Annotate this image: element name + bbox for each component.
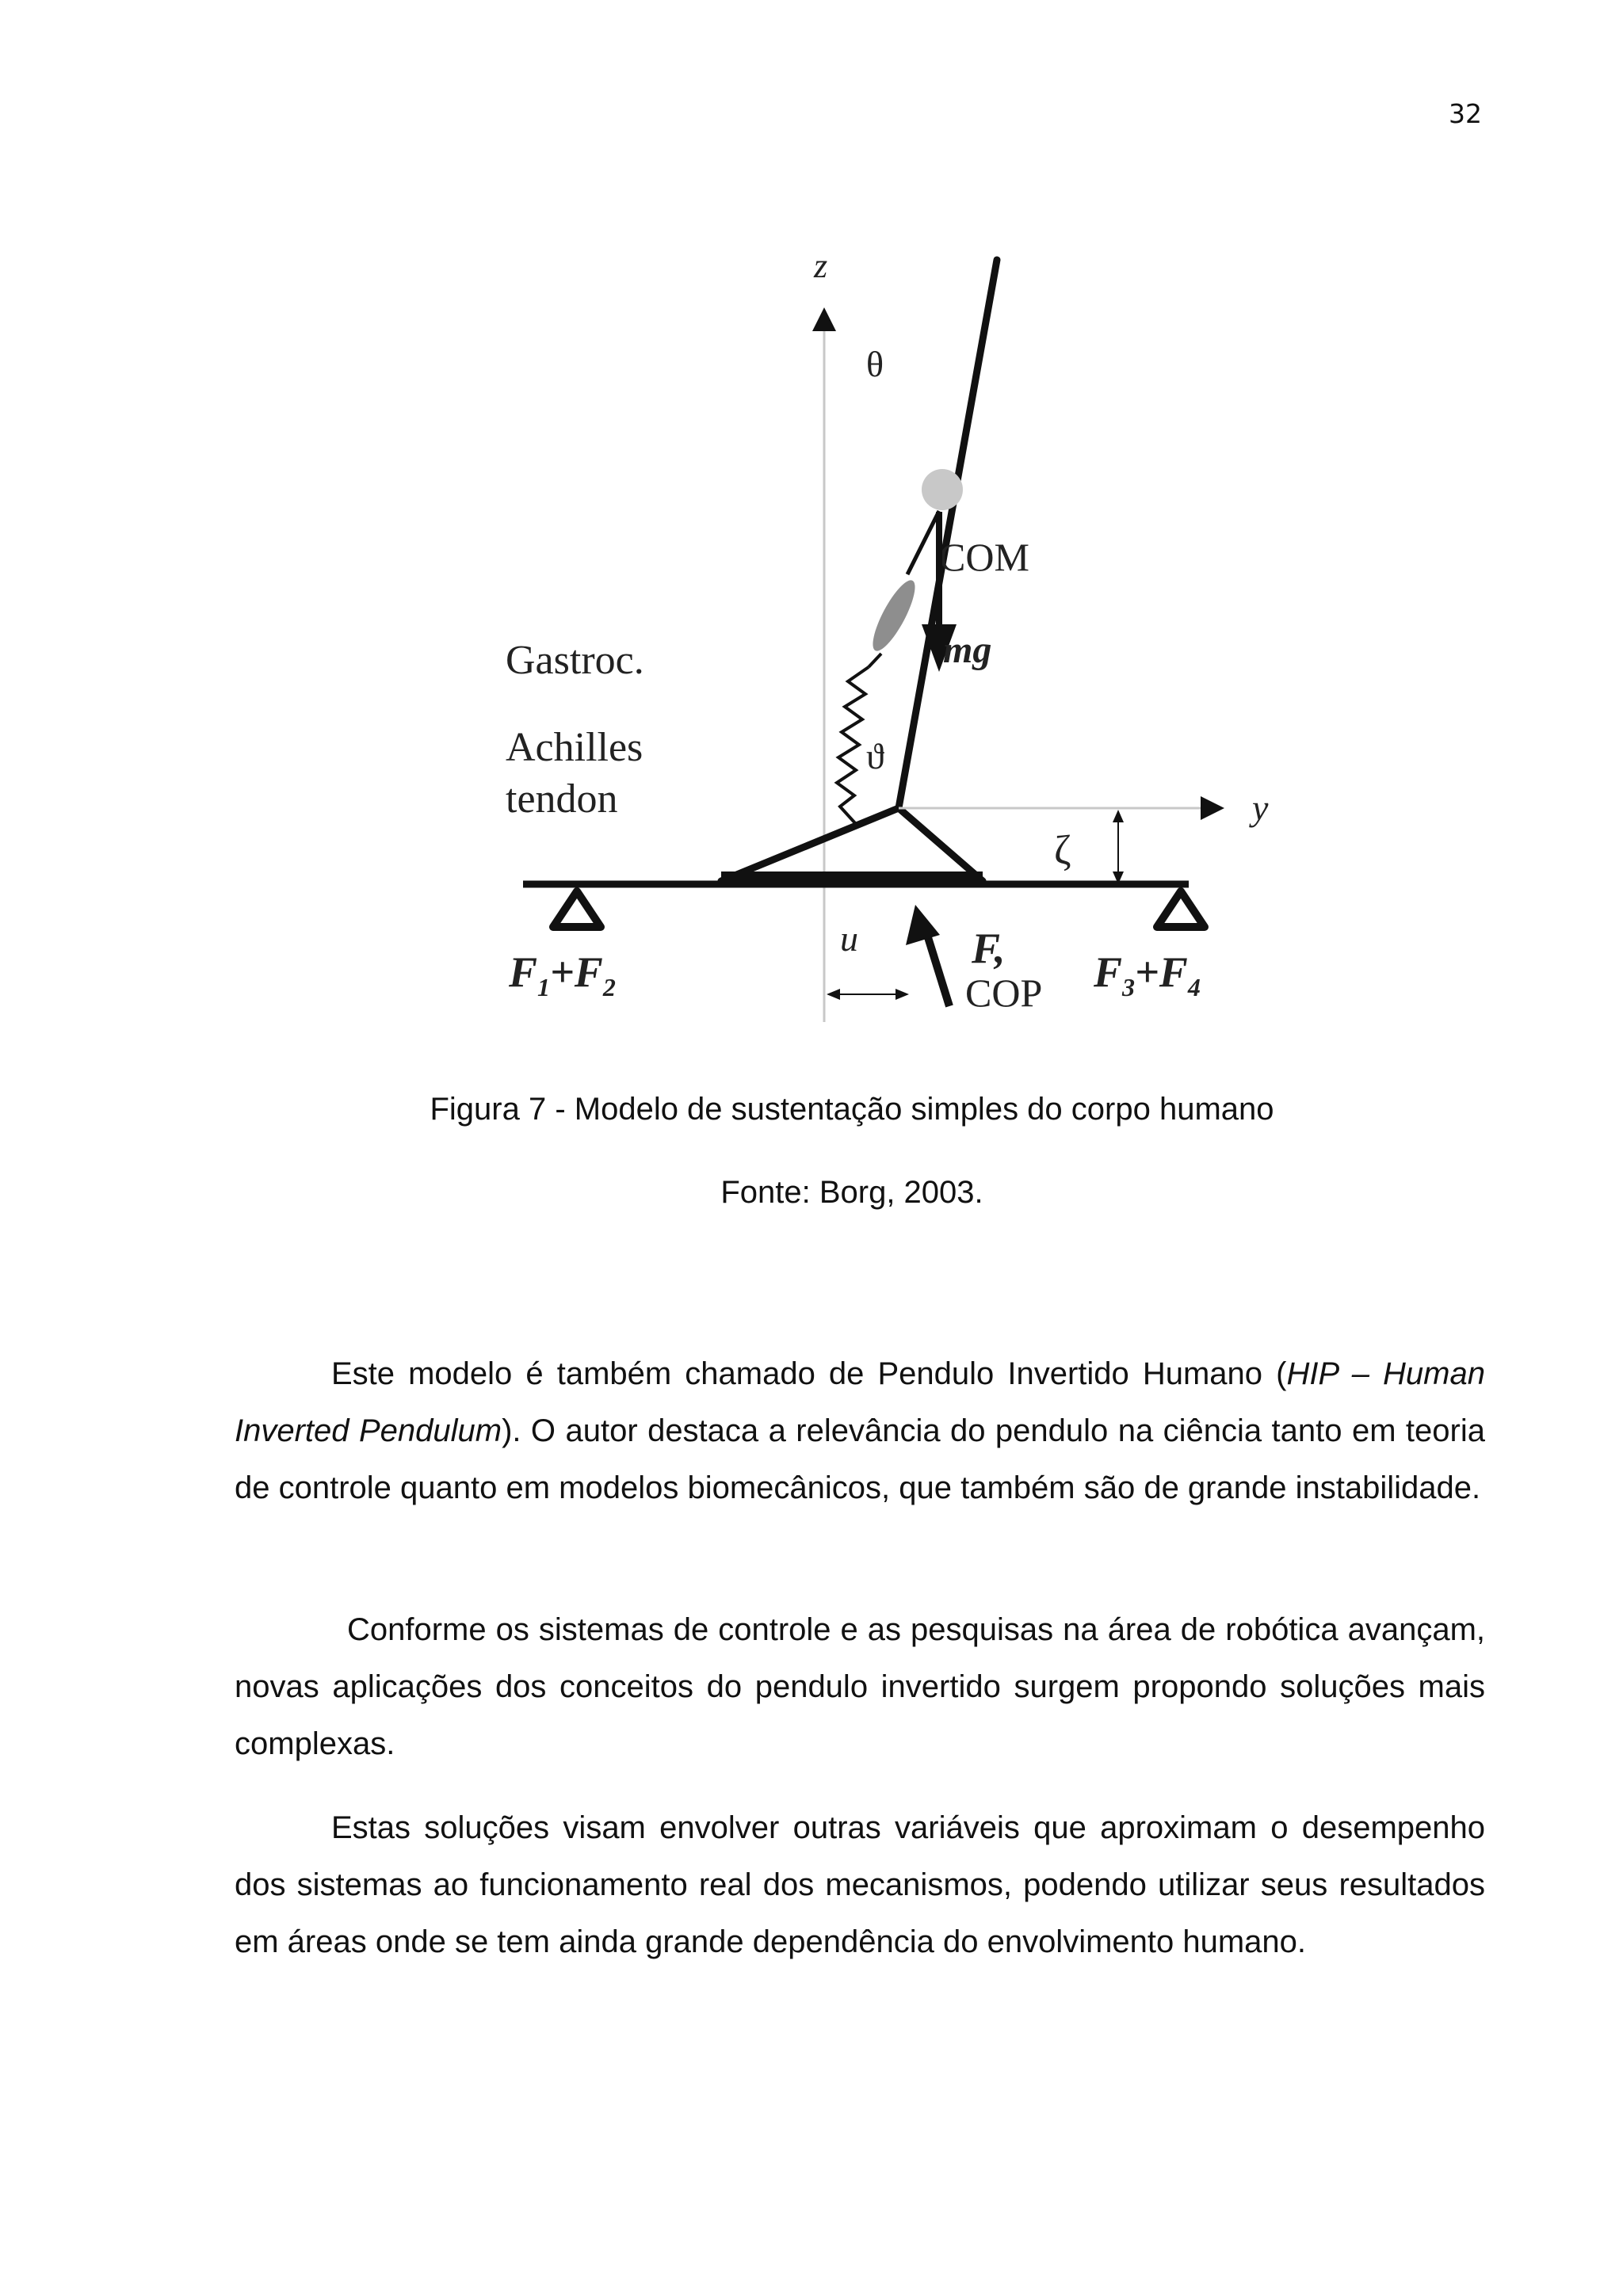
inverted-pendulum-diagram [475,238,1308,1062]
page-number: 32 [1449,98,1482,129]
paragraph-3: Estas soluções visam envolver outras variáveis que aproximam o desempenho dos sistemas ao funcionamento real dos mecanismos, podendo utilizar seus resultados em áreas onde se tem ainda grande dependência do envolvimento humano. [235,1810,1485,1959]
gastroc-label: Gastroc. [506,638,644,683]
tendon-label: tendon [506,776,618,822]
paragraph-1 [235,1345,1485,1516]
achilles-label: Achilles [506,725,643,770]
mg-label: mg [943,629,992,671]
inverted-pendulum-figure [475,238,1308,1062]
vartheta-label: ϑ [866,736,884,776]
right-force-label: $F_3+F_4$ [1094,948,1201,1001]
zeta-arrow-top [1113,810,1124,822]
figure-caption: Figura 7 - Modelo de sustentação simples do corpo humano [430,1092,1274,1127]
figure-source: Fonte: Borg, 2003. [720,1175,983,1210]
paragraph-2: Conforme os sistemas de controle e as pesquisas na área de robótica avançam, novas aplicações dos conceitos do pendulo invertido surgem propondo soluções mais complexas. [235,1612,1485,1761]
paragraph-1-text-c: ). O autor destaca a relevância do pendulo na ciência tanto em teoria de controle quanto em modelos biomecânicos, que também são de grande instabilidade. [235,1413,1485,1505]
cop-label: COP [965,971,1043,1015]
gastroc-lower-line [869,654,881,667]
left-support [553,891,601,927]
com-label: COM [939,535,1029,579]
left-force-label: $F_1+F_2$ [509,948,616,1001]
cop-force-arrow-head [906,905,940,945]
cop-force-arrow-shaft [927,935,949,1006]
paragraph-1-text-a: Este modelo é também chamado de Pendulo Invertido Humano ( [331,1356,1287,1391]
com-marker [922,469,963,510]
f-label: F, [972,925,1006,972]
z-axis-arrow [812,307,836,331]
z-label: z [814,246,828,285]
u-arrow-left [827,989,840,1000]
paragraph-1-italic: HIP – Human Inverted Pendulum [235,1356,1485,1448]
u-arrow-right [896,989,909,1000]
gastroc-line [907,511,939,574]
achilles-tendon-spring [837,667,869,824]
gastroc-muscle [865,575,922,655]
zeta-label: ζ [1054,828,1071,873]
right-support [1157,891,1205,927]
y-axis-arrow [1201,796,1224,820]
y-label: y [1252,788,1269,828]
theta-label: θ [866,344,884,384]
pendulum-rod [899,260,997,808]
u-label: u [840,918,858,959]
